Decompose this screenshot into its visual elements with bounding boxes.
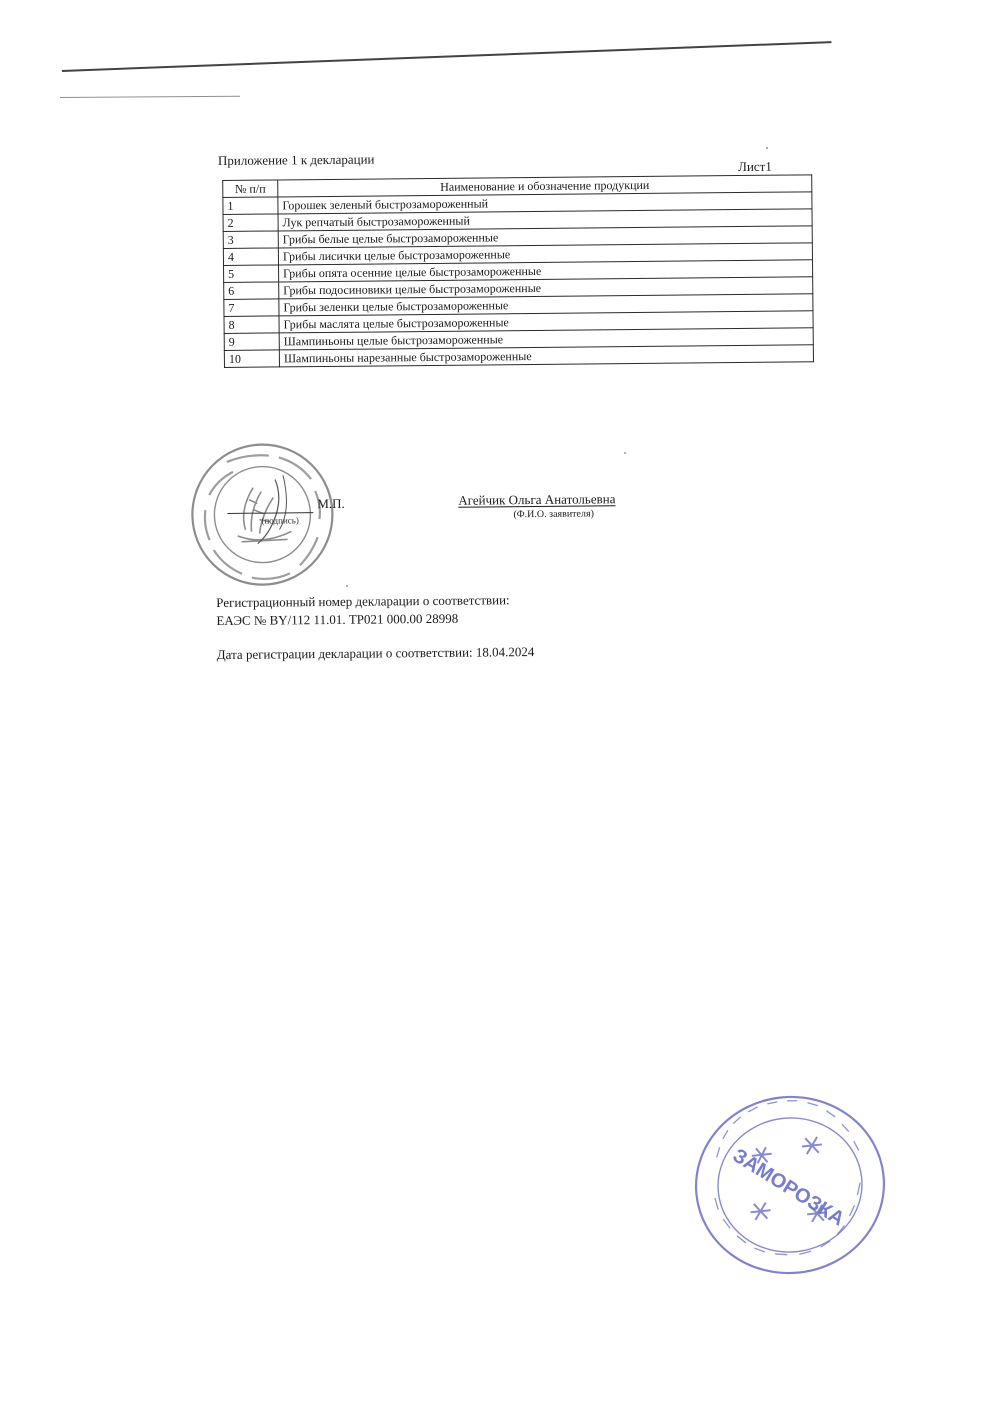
row-number: 2 [223,214,278,232]
round-seal-stamp [187,439,338,590]
column-header-number: № п/п [223,180,278,198]
row-number: 1 [223,197,278,215]
row-number: 9 [224,333,279,351]
product-name: Грибы зеленки целые быстрозамороженные [279,294,813,316]
signature-block [183,431,665,596]
company-seal-stamp [681,1080,900,1290]
product-name: Шампиньоны целые быстрозамороженные [279,328,813,350]
row-number: 8 [224,316,279,334]
row-number: 3 [223,231,278,249]
products-table [222,174,814,368]
registration-number-value: ЕАЭС № BY/112 11.01. ТР021 000.00 28998 [216,610,459,629]
registration-date: Дата регистрации декларации о соответствии: 18.04.2024 [216,644,535,663]
row-number: 7 [224,299,279,317]
applicant-caption: (Ф.И.О. заявителя) [513,508,594,521]
row-number: 6 [224,282,279,300]
product-name: Лук репчатый быстрозамороженный [278,209,812,231]
row-number: 4 [223,248,278,266]
product-name: Грибы белые целые быстрозамороженные [278,226,812,248]
product-name: Шампиньоны нарезанные быстрозамороженные [279,345,813,367]
product-name: Грибы опята осенние целые быстрозамороженные [279,260,813,282]
column-header-name: Наименование и обозначение продукции [278,175,812,197]
product-name: Грибы подосиновики целые быстрозамороженные [279,277,813,299]
seal-place-label: М.П. [317,495,345,512]
sheet-label: Лист1 [738,158,772,175]
product-name: Грибы маслята целые быстрозамороженные [279,311,813,333]
registration-number-label: Регистрационный номер декларации о соответствии: [216,592,510,611]
signature-caption: (подпись) [261,515,299,526]
product-name: Горошек зеленый быстрозамороженный [278,192,812,214]
applicant-name: Агейчик Ольга Анатольевна [458,491,616,508]
company-stamp-center-text: ЗАМОРОЗКА [728,1144,849,1231]
appendix-title: Приложение 1 к декларации [217,151,375,169]
product-name: Грибы лисички целые быстрозамороженные [278,243,812,265]
row-number: 10 [224,350,279,368]
row-number: 5 [224,265,279,283]
